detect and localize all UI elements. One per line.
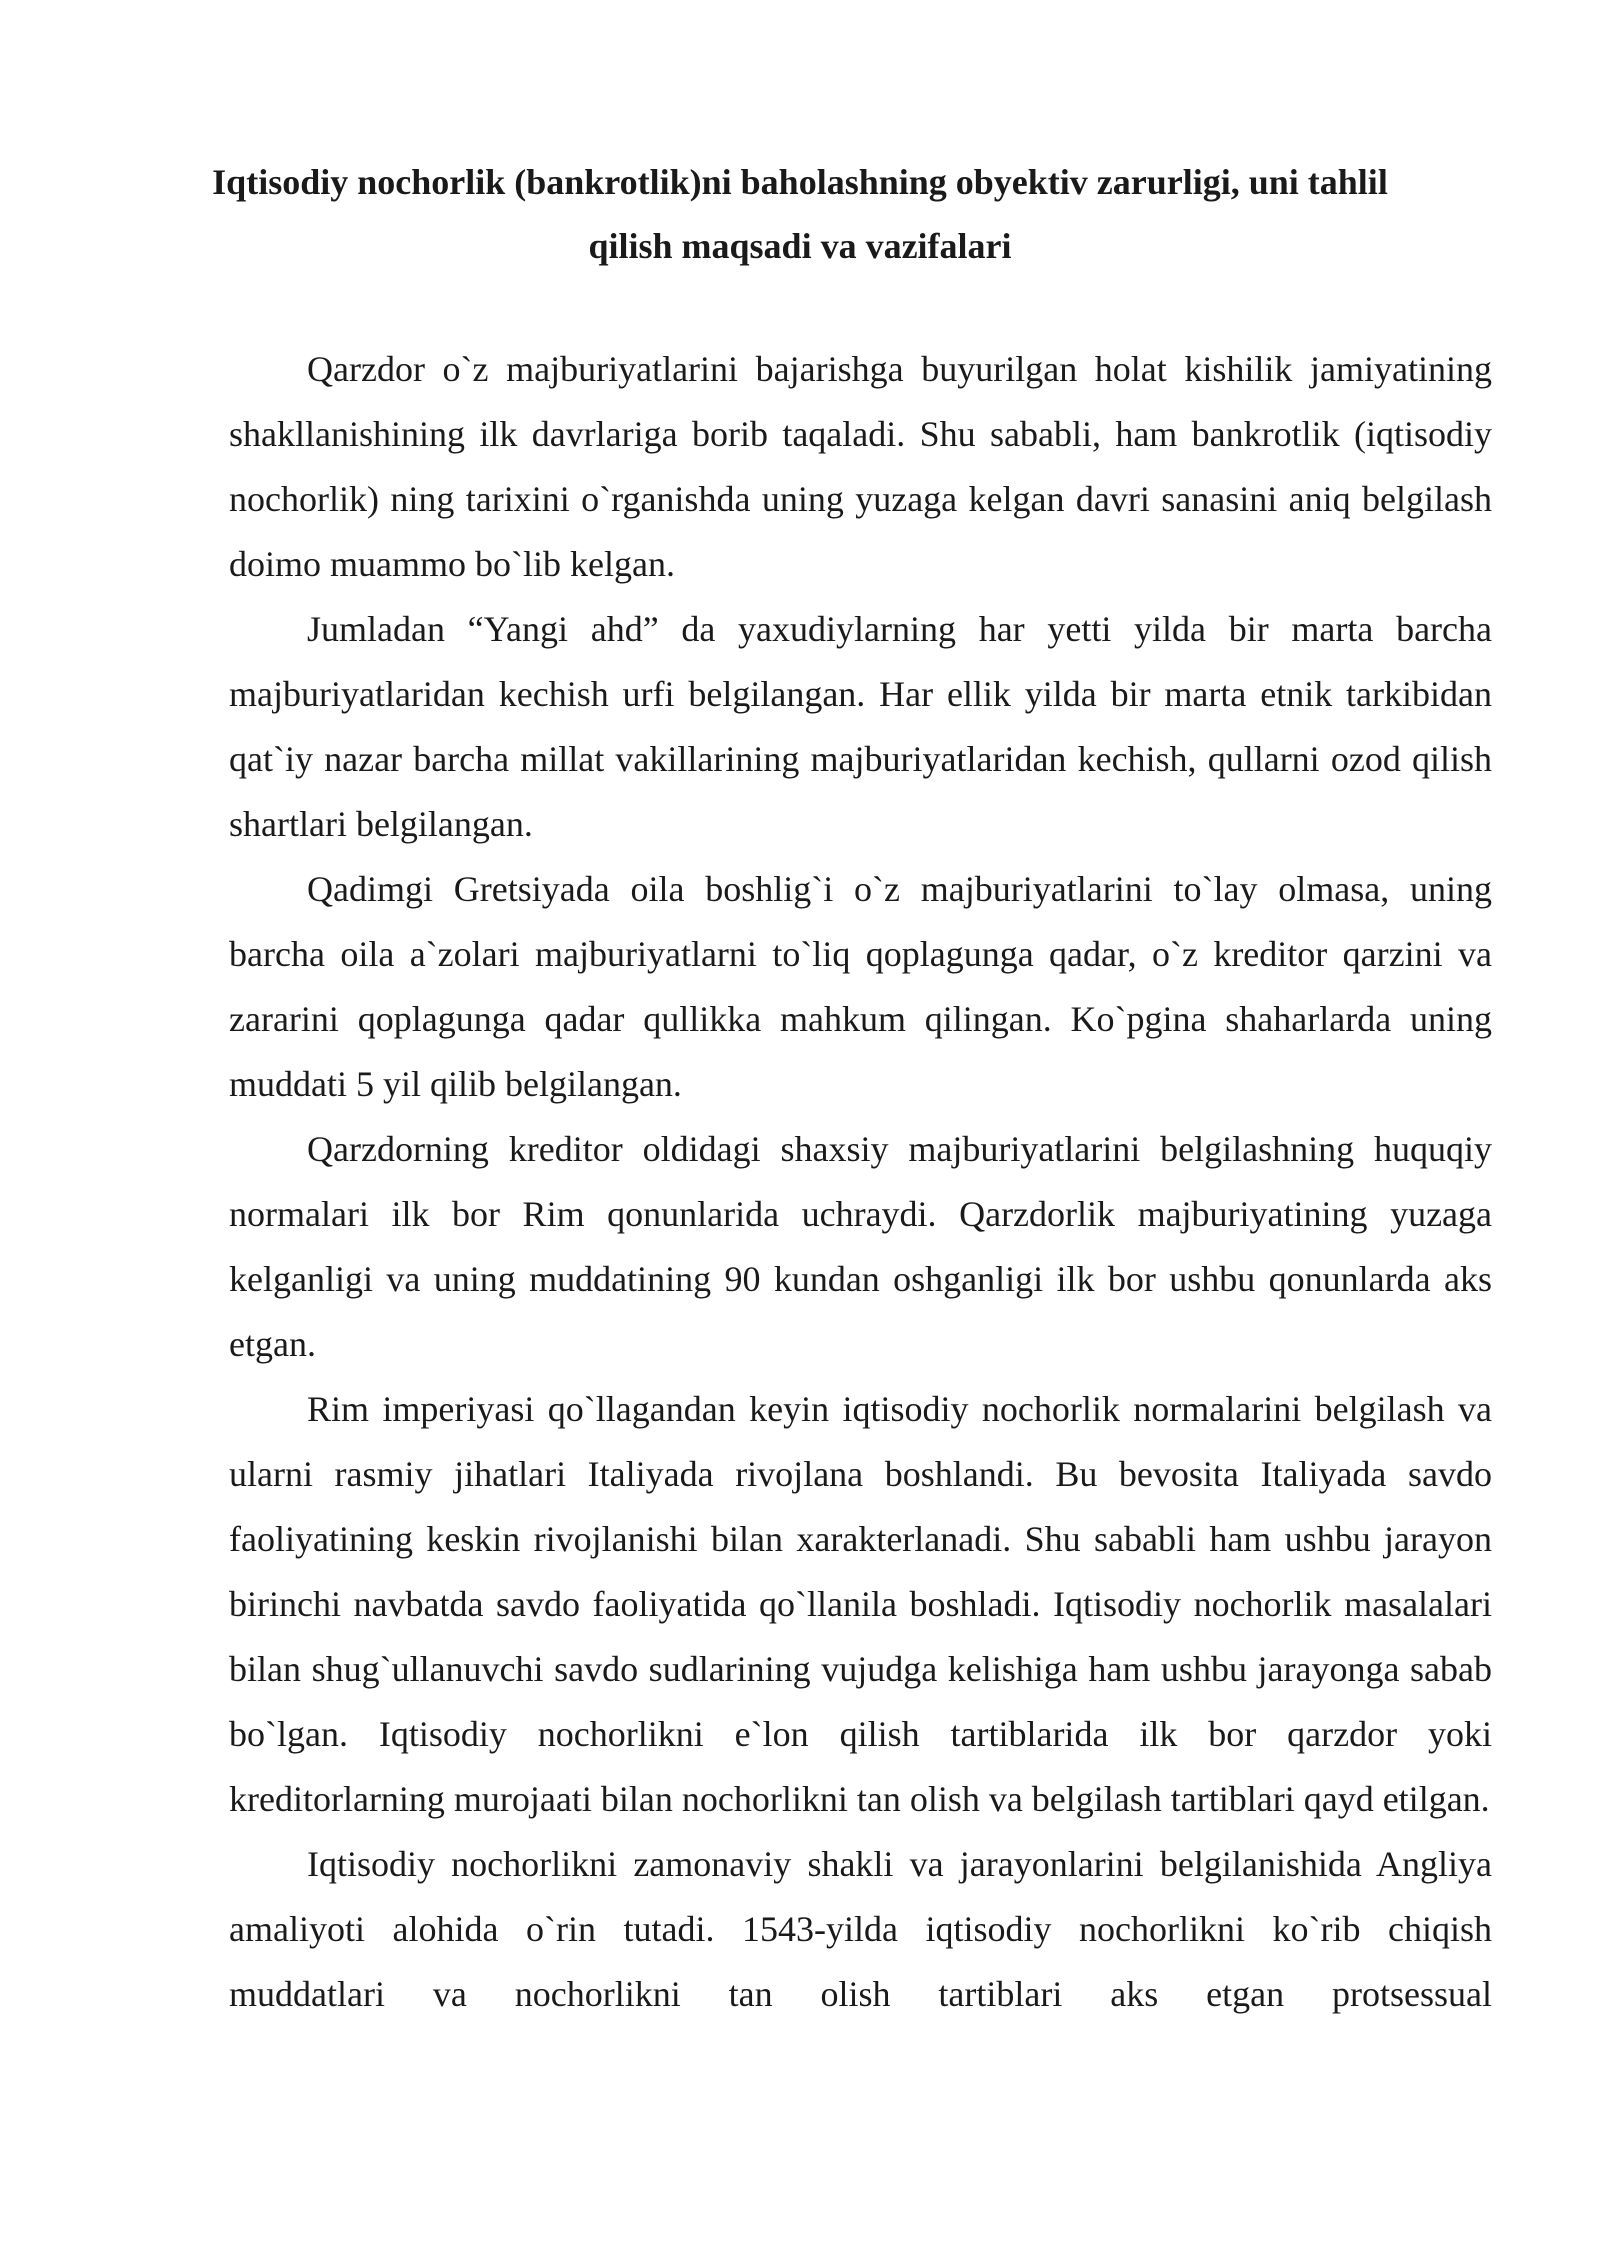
paragraph: Rim imperiyasi qo`llagandan keyin iqtisodiy nochorlik normalarini belgilash va ularni rasmiy jihatlari Italiyada rivojlana boshlandi. Bu bevosita Italiyada savdo faoliyatining keskin rivojlanishi bilan xarakterlanadi. Shu sababli ham ushbu jarayon birinchi navbatda savdo faoliyatida qo`llanila boshladi. Iqtisodiy nochorlik masalalari bilan shug`ullanuvchi savdo sudlarining vujudga kelishiga ham ushbu jarayonga sabab bo`lgan. Iqtisodiy nochorlikni e`lon qilish tartiblarida ilk bor qarzdor yoki kreditorlarning murojaati bilan nochorlikni tan olish va belgilash tartiblari qayd etilgan. — [229, 1389, 1492, 1819]
document-title: Iqtisodiy nochorlik (bankrotlik)ni baholashning obyektiv zarurligi, uni tahlil qilish maqsadi va vazifalari — [212, 162, 1388, 266]
paragraph: Iqtisodiy nochorlikni zamonaviy shakli va jarayonlarini belgilanishida Angliya amaliyoti alohida o`rin tutadi. 1543-yilda iqtisodiy nochorlikni ko`rib chiqish muddatlari va nochorlikni tan olish tartiblari aks etgan protsessual — [229, 1844, 1492, 2014]
paragraph: Qarzdor o`z majburiyatlarini bajarishga buyurilgan holat kishilik jamiyatining shakllanishining ilk davrlariga borib taqaladi. Shu sababli, ham bankrotlik (iqtisodiy nochorlik) ning tarixini o`rganishda uning yuzaga kelgan davri sanasini aniq belgilash doimo muammo bo`lib kelgan. — [229, 349, 1492, 584]
paragraph: Qarzdorning kreditor oldidagi shaxsiy majburiyatlarini belgilashning huquqiy normalari ilk bor Rim qonunlarida uchraydi. Qarzdorlik majburiyatining yuzaga kelganligi va uning muddatining 90 kundan oshganligi ilk bor ushbu qonunlarda aks etgan. — [229, 1129, 1492, 1364]
document-body — [229, 337, 1492, 2027]
paragraph: Jumladan “Yangi ahd” da yaxudiylarning har yetti yilda bir marta barcha majburiyatlaridan kechish urfi belgilangan. Har ellik yilda bir marta etnik tarkibidan qat`iy nazar barcha millat vakillarining majburiyatlaridan kechish, qullarni ozod qilish shartlari belgilangan. — [229, 609, 1492, 844]
paragraph: Qadimgi Gretsiyada oila boshlig`i o`z majburiyatlarini to`lay olmasa, uning barcha oila a`zolari majburiyatlarni to`liq qoplagunga qadar, o`z kreditor qarzini va zararini qoplagunga qadar qullikka mahkum qilingan. Ko`pgina shaharlarda uning muddati 5 yil qilib belgilangan. — [229, 869, 1492, 1104]
